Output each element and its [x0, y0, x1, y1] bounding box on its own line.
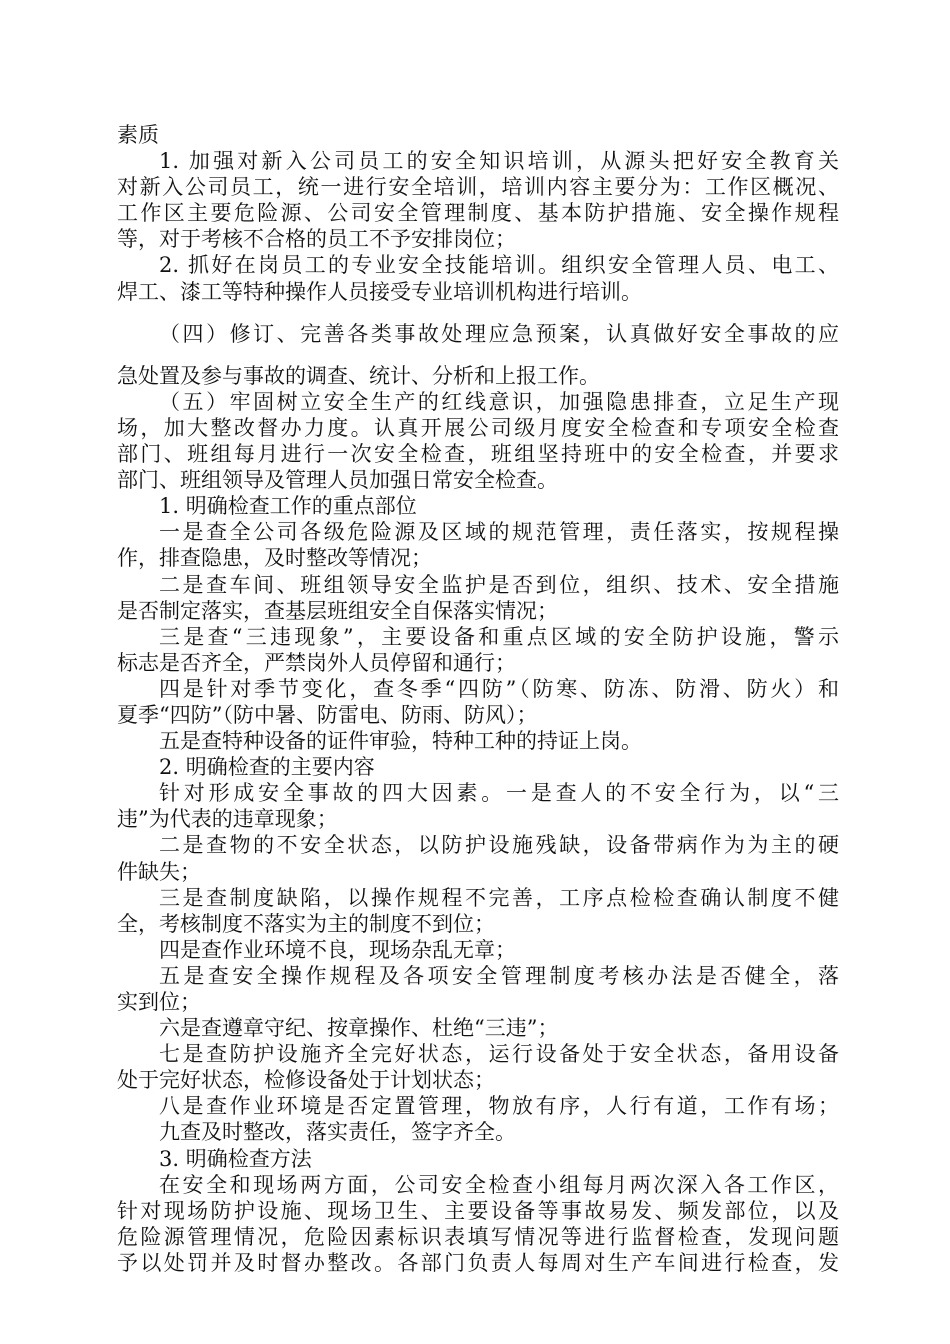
text-line: 一是查全公司各级危险源及区域的规范管理，责任落实，按规程操 [159, 520, 839, 545]
text-line: 2. 明确检查的主要内容 [159, 755, 375, 780]
text-line: 危险源管理情况，危险因素标识表填写情况等进行监督检查，发现问题 [117, 1224, 839, 1249]
text-line: 二是查物的不安全状态，以防护设施残缺，设备带病作为为主的硬 [159, 833, 839, 858]
text-line: 部门、班组领导及管理人员加强日常安全检查。 [117, 468, 558, 493]
text-line: 夏季“四防”（防中暑、防雷电、防雨、防风）； [117, 702, 538, 727]
text-line: 九查及时整改，落实责任，签字齐全。 [159, 1120, 516, 1145]
text-line: 五是查特种设备的证件审验，特种工种的持证上岗。 [159, 729, 642, 754]
text-line: 针对形成安全事故的四大因素。一是查人的不安全行为，以“三 [159, 781, 839, 806]
text-line: 件缺失； [117, 859, 201, 884]
text-line: 二是查车间、班组领导安全监护是否到位，组织、技术、安全措施 [159, 572, 839, 597]
text-line: 针对现场防护设施、现场卫生、主要设备等事故易发、频发部位，以及 [117, 1198, 839, 1223]
text-line: 场，加大整改督办力度。认真开展公司级月度安全检查和专项安全检查 [117, 415, 839, 440]
text-line: 三是查制度缺陷，以操作规程不完善，工序点检检查确认制度不健 [159, 885, 839, 910]
text-line: （五）牢固树立安全生产的红线意识，加强隐患排查，立足生产现 [159, 389, 839, 414]
text-line: 实到位； [117, 990, 201, 1014]
text-line: 工作区主要危险源、公司安全管理制度、基本防护措施、安全操作规程 [117, 201, 839, 226]
text-line: 违”为代表的违章现象； [117, 807, 338, 832]
text-line: 是否制定落实，查基层班组安全自保落实情况； [117, 598, 558, 623]
text-line: 急处置及参与事故的调查、统计、分析和上报工作。 [117, 363, 600, 388]
text-line: 八是查作业环境是否定置管理，物放有序，人行有道，工作有场； [159, 1094, 839, 1119]
text-line: 2. 抓好在岗员工的专业安全技能培训。组织安全管理人员、电工、 [159, 253, 839, 278]
text-line: 四是查作业环境不良，现场杂乱无章； [159, 937, 516, 962]
text-line: 焊工、漆工等特种操作人员接受专业培训机构进行培训。 [117, 279, 642, 304]
text-line: 1. 加强对新入公司员工的安全知识培训，从源头把好安全教育关 [159, 149, 839, 174]
text-line: 三是查“三违现象”，主要设备和重点区域的安全防护设施，警示 [159, 624, 839, 649]
text-line: 在安全和现场两方面，公司安全检查小组每月两次深入各工作区， [159, 1172, 839, 1197]
text-line: 对新入公司员工，统一进行安全培训，培训内容主要分为：工作区概况、 [117, 175, 839, 200]
document-body [117, 122, 839, 1276]
text-line: 六是查遵章守纪、按章操作、杜绝“三违”； [159, 1016, 559, 1041]
text-line: 四是针对季节变化，查冬季“四防”（防寒、防冻、防滑、防火）和 [159, 676, 839, 701]
text-line: 七是查防护设施齐全完好状态，运行设备处于安全状态，备用设备 [159, 1042, 839, 1067]
text-line: 素质 [117, 123, 159, 147]
text-line: 1. 明确检查工作的重点部位 [159, 494, 417, 519]
text-line: 部门、班组每月进行一次安全检查，班组坚持班中的安全检查，并要求 [117, 442, 839, 467]
text-line: 3. 明确检查方法 [159, 1146, 312, 1171]
text-line: 五是查安全操作规程及各项安全管理制度考核办法是否健全，落 [159, 963, 839, 988]
text-line: 处于完好状态，检修设备处于计划状态； [117, 1068, 495, 1093]
text-line: 全，考核制度不落实为主的制度不到位； [117, 911, 495, 936]
text-line: 等，对于考核不合格的员工不予安排岗位； [117, 227, 516, 252]
text-line: 予以处罚并及时督办整改。各部门负责人每周对生产车间进行检查，发 [117, 1250, 839, 1275]
text-line: 标志是否齐全，严禁岗外人员停留和通行； [117, 650, 516, 675]
text-line: 作，排查隐患，及时整改等情况； [117, 546, 432, 571]
text-line: （四）修订、完善各类事故处理应急预案，认真做好安全事故的应 [159, 321, 839, 346]
